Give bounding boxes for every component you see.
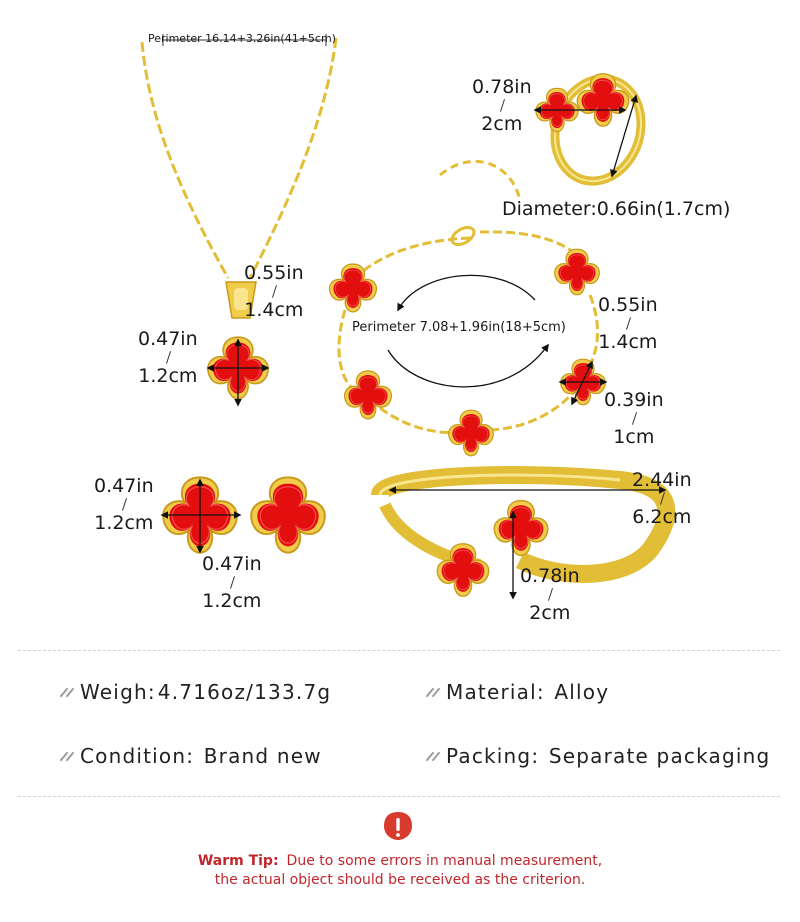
spec-material [426,680,609,704]
necklace-pendant-height-cm: 1.4cm [244,299,304,321]
earring-height-cm: 1.2cm [202,590,262,612]
ring-flower-size-cm: 2cm [481,113,523,135]
bangle-width [632,471,692,527]
bracelet-flower-width-cm: 1.4cm [598,331,658,353]
spec-weight-label: Weigh: [80,680,156,704]
hash-icon [426,751,442,761]
spec-condition [60,744,322,768]
necklace-pendant-width [138,330,198,386]
necklace-pendant-width-cm: 1.2cm [138,365,198,387]
bracelet-perimeter-label: Perimeter 7.08+1.96in(18+5cm) [352,320,566,335]
hash-icon [426,687,442,697]
divider-bottom [18,796,780,797]
spec-material-value: Alloy [554,680,610,704]
bangle-height-in: 0.78in [520,565,580,587]
necklace-perimeter-label: Perimeter 16.14+3.26in(41+5cm) [148,32,336,45]
bracelet-flower-width-in: 0.55in [598,294,658,316]
warm-tip [0,852,800,890]
bracelet-flower-height [604,391,664,447]
bangle-width-in: 2.44in [632,469,692,491]
ring-flower-size-in: 0.78in [472,76,532,98]
spec-packing-value: Separate packaging [548,744,771,768]
bracelet-flower-height-in: 0.39in [604,389,664,411]
spec-condition-value: Brand new [203,744,322,768]
earring-width-in: 0.47in [94,475,154,497]
necklace-pendant-height [244,264,304,320]
warm-tip-line-1 [0,852,800,871]
spec-condition-label: Condition: [80,744,195,768]
ring-diameter-label: Diameter:0.66in(1.7cm) [502,198,731,220]
spec-material-label: Material: [446,680,545,704]
earring-width-cm: 1.2cm [94,512,154,534]
necklace-pendant-width-in: 0.47in [138,328,198,350]
bracelet-flower-width [598,296,658,352]
warm-tip-text-2: the actual object should be received as the criterion. [214,872,586,888]
bangle-width-cm: 6.2cm [632,506,692,528]
ring-flower-size [472,78,532,134]
hash-icon [60,687,76,697]
spec-weight-value: 4.716oz/133.7g [157,680,332,704]
warm-tip-title: Warm Tip: [197,853,279,869]
bracelet-flower-height-cm: 1cm [613,426,655,448]
bangle-height [520,567,580,623]
earring-height [202,555,262,611]
earring-width [94,477,154,533]
hash-icon [60,751,76,761]
spec-packing [426,744,770,768]
spec-packing-label: Packing: [446,744,540,768]
warm-tip-text-1: Due to some errors in manual measurement, [286,853,603,869]
bangle-height-cm: 2cm [529,602,571,624]
spec-weight [60,680,331,704]
warning-icon [384,812,412,840]
earring-height-in: 0.47in [202,553,262,575]
divider-top [18,650,780,651]
ring [535,68,654,193]
necklace-pendant-height-in: 0.55in [244,262,304,284]
earrings [162,477,325,552]
